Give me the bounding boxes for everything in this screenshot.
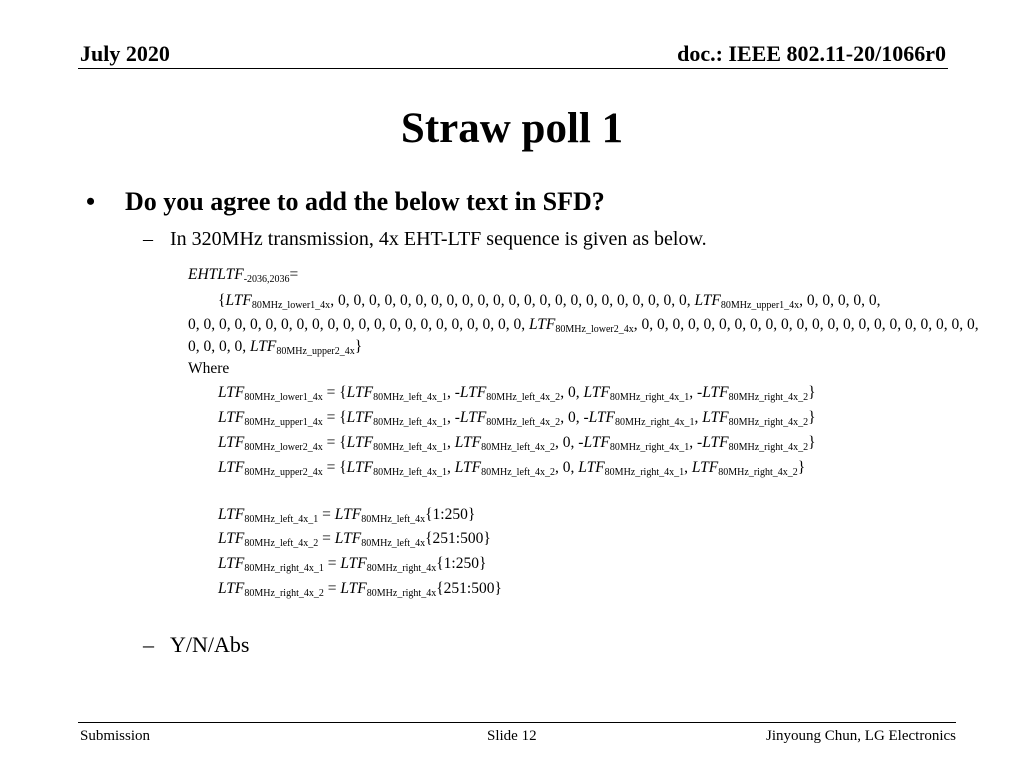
sub-bullet-text: In 320MHz transmission, 4x EHT-LTF sequence is given as below. xyxy=(170,228,707,250)
header-doc-id: doc.: IEEE 802.11-20/1066r0 xyxy=(677,41,946,66)
extraction-row: $LTF_{80MHz\_right\_4x\_2}$ = $LTF_{80MHz\_right\_4x}\{251:500\}$ xyxy=(218,580,502,599)
vote-bullet-marker: – xyxy=(143,632,154,657)
definition-row: $LTF_{80MHz\_lower2\_4x} = \{LTF_{80MHz\_left\_4x\_1}$, $LTF_{80MHz\_left\_4x\_2}$, 0, $-LTF_{80MHz\_right\_4x\_1}$, $-LTF_{80MHz\_right\_4x\_2}$} xyxy=(218,434,816,453)
bullet-marker: • xyxy=(86,187,96,216)
extraction-row: $LTF_{80MHz\_right\_4x\_1}$ = $LTF_{80MHz\_right\_4x}\{1:250\}$ xyxy=(218,555,487,574)
definition-row: $LTF_{80MHz\_lower1\_4x} = \{LTF_{80MHz\_left\_4x\_1}$, $-LTF_{80MHz\_left\_4x\_2}$, 0, $LTF_{80MHz\_right\_4x\_1}$, $-LTF_{80MHz\_right\_4x\_2}$} xyxy=(218,384,816,403)
header-rule xyxy=(78,68,948,69)
header-date: July 2020 xyxy=(80,41,170,66)
footer-rule xyxy=(78,722,956,723)
extraction-row: $LTF_{80MHz\_left\_4x\_2}$ = $LTF_{80MHz\_left\_4x}\{251:500\}$ xyxy=(218,530,491,549)
extraction-row: $LTF_{80MHz\_left\_4x\_1}$ = $LTF_{80MHz\_left\_4x}\{1:250\}$ xyxy=(218,506,476,525)
vote-options: Y/N/Abs xyxy=(170,632,250,657)
formula-lhs: $EHTLTF_{-2036,2036}=$ xyxy=(188,266,299,285)
poll-question: Do you agree to add the below text in SFD? xyxy=(125,187,605,216)
where-label: Where xyxy=(188,360,230,377)
footer-slide-number: Slide 12 xyxy=(487,728,537,744)
formula-line-2: 0, 0, 0, 0, 0, 0, 0, 0, 0, 0, 0, 0, 0, 0, 0, 0, 0, 0, 0, 0, 0, 0, $LTF_{80MHz\_lower2\_4x}$, 0, 0, 0, 0, 0, 0, 0, 0, 0, 0, 0, 0, 0, 0, 0, 0, 0, 0, 0, 0, 0, 0, xyxy=(188,316,979,335)
footer-submission: Submission xyxy=(80,728,151,744)
footer-author: Jinyoung Chun, LG Electronics xyxy=(766,728,956,744)
formula-line-1: {$LTF_{80MHz\_lower1\_4x}$, 0, 0, 0, 0, 0, 0, 0, 0, 0, 0, 0, 0, 0, 0, 0, 0, 0, 0, 0, 0, 0, 0, 0, $LTF_{80MHz\_upper1\_4x}$, 0, 0, 0, 0, 0, xyxy=(218,292,881,311)
slide-title: Straw poll 1 xyxy=(400,105,624,152)
sub-bullet-marker: – xyxy=(143,228,153,250)
definition-row: $LTF_{80MHz\_upper2\_4x} = \{LTF_{80MHz\_left\_4x\_1}$, $LTF_{80MHz\_left\_4x\_2}$, 0, $LTF_{80MHz\_right\_4x\_1}$, $LTF_{80MHz\_right\_4x\_2}$} xyxy=(218,459,806,478)
definition-row: $LTF_{80MHz\_upper1\_4x} = \{LTF_{80MHz\_left\_4x\_1}$, $-LTF_{80MHz\_left\_4x\_2}$, 0, $-LTF_{80MHz\_right\_4x\_1}$, $LTF_{80MHz\_right\_4x\_2}$} xyxy=(218,409,816,428)
formula-line-3: 0, 0, 0, 0, $LTF_{80MHz\_upper2\_4x}$} xyxy=(188,338,363,357)
